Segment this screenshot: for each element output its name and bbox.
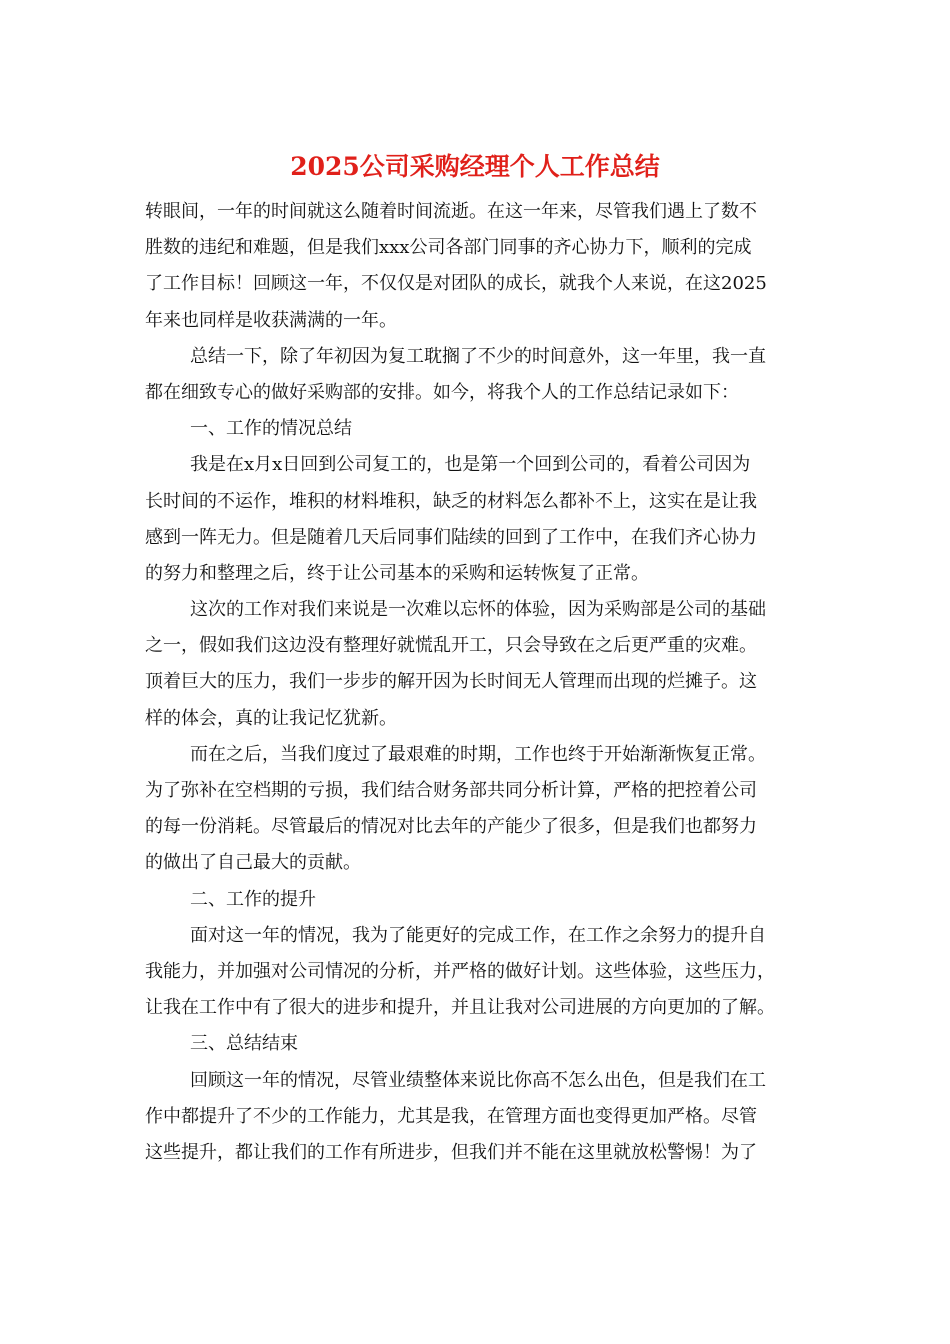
body-line: 这次的工作对我们来说是一次难以忘怀的体验，因为采购部是公司的基础 bbox=[190, 599, 766, 621]
body-line: 都在细致专心的做好采购部的安排。如今，将我个人的工作总结记录如下： bbox=[145, 381, 739, 403]
body-line: 回顾这一年的情况，尽管业绩整体来说比你高不怎么出色，但是我们在工 bbox=[190, 1069, 766, 1091]
body-line: 的做出了自己最大的贡献。 bbox=[145, 852, 361, 874]
section-heading: 三、总结结束 bbox=[190, 1033, 298, 1055]
section-heading: 二、工作的提升 bbox=[190, 888, 316, 910]
body-line: 胜数的违纪和难题，但是我们xxx公司各部门同事的齐心协力下，顺利的完成 bbox=[145, 237, 752, 259]
body-line: 让我在工作中有了很大的进步和提升，并且让我对公司进展的方向更加的了解。 bbox=[145, 997, 775, 1019]
body-line: 顶着巨大的压力，我们一步步的解开因为长时间无人管理而出现的烂摊子。这 bbox=[145, 671, 757, 693]
body-line: 总结一下，除了年初因为复工耽搁了不少的时间意外，这一年里，我一直 bbox=[190, 345, 766, 367]
body-line: 我是在x月x日回到公司复工的，也是第一个回到公司的，看着公司因为 bbox=[190, 454, 751, 476]
body-line: 长时间的不运作，堆积的材料堆积，缺乏的材料怎么都补不上，这实在是让我 bbox=[145, 490, 757, 512]
body-line: 的努力和整理之后，终于让公司基本的采购和运转恢复了正常。 bbox=[145, 562, 649, 584]
body-line: 作中都提升了不少的工作能力，尤其是我，在管理方面也变得更加严格。尽管 bbox=[145, 1105, 757, 1127]
document-title: 2025公司采购经理个人工作总结 bbox=[290, 152, 660, 181]
body-line: 了工作目标！回顾这一年，不仅仅是对团队的成长，就我个人来说，在这2025 bbox=[145, 273, 767, 295]
body-line: 样的体会，真的让我记忆犹新。 bbox=[145, 707, 397, 729]
body-line: 感到一阵无力。但是随着几天后同事们陆续的回到了工作中，在我们齐心协力 bbox=[145, 526, 757, 548]
body-line: 之一，假如我们这边没有整理好就慌乱开工，只会导致在之后更严重的灾难。 bbox=[145, 635, 757, 657]
section-heading: 一、工作的情况总结 bbox=[190, 418, 352, 440]
document-body bbox=[145, 194, 811, 1171]
body-line: 我能力，并加强对公司情况的分析，并严格的做好计划。这些体验，这些压力， bbox=[145, 960, 775, 982]
body-line: 年来也同样是收获满满的一年。 bbox=[145, 309, 397, 331]
body-line: 为了弥补在空档期的亏损，我们结合财务部共同分析计算，严格的把控着公司 bbox=[145, 780, 757, 801]
body-line: 面对这一年的情况，我为了能更好的完成工作，在工作之余努力的提升自 bbox=[190, 924, 766, 946]
body-line: 的每一份消耗。尽管最后的情况对比去年的产能少了很多，但是我们也都努力 bbox=[145, 816, 757, 838]
body-line: 这些提升，都让我们的工作有所进步，但我们并不能在这里就放松警惕！为了 bbox=[145, 1141, 757, 1163]
body-line: 而在之后，当我们度过了最艰难的时期，工作也终于开始渐渐恢复正常。 bbox=[190, 743, 766, 765]
body-line: 转眼间，一年的时间就这么随着时间流逝。在这一年来，尽管我们遇上了数不 bbox=[145, 201, 757, 222]
